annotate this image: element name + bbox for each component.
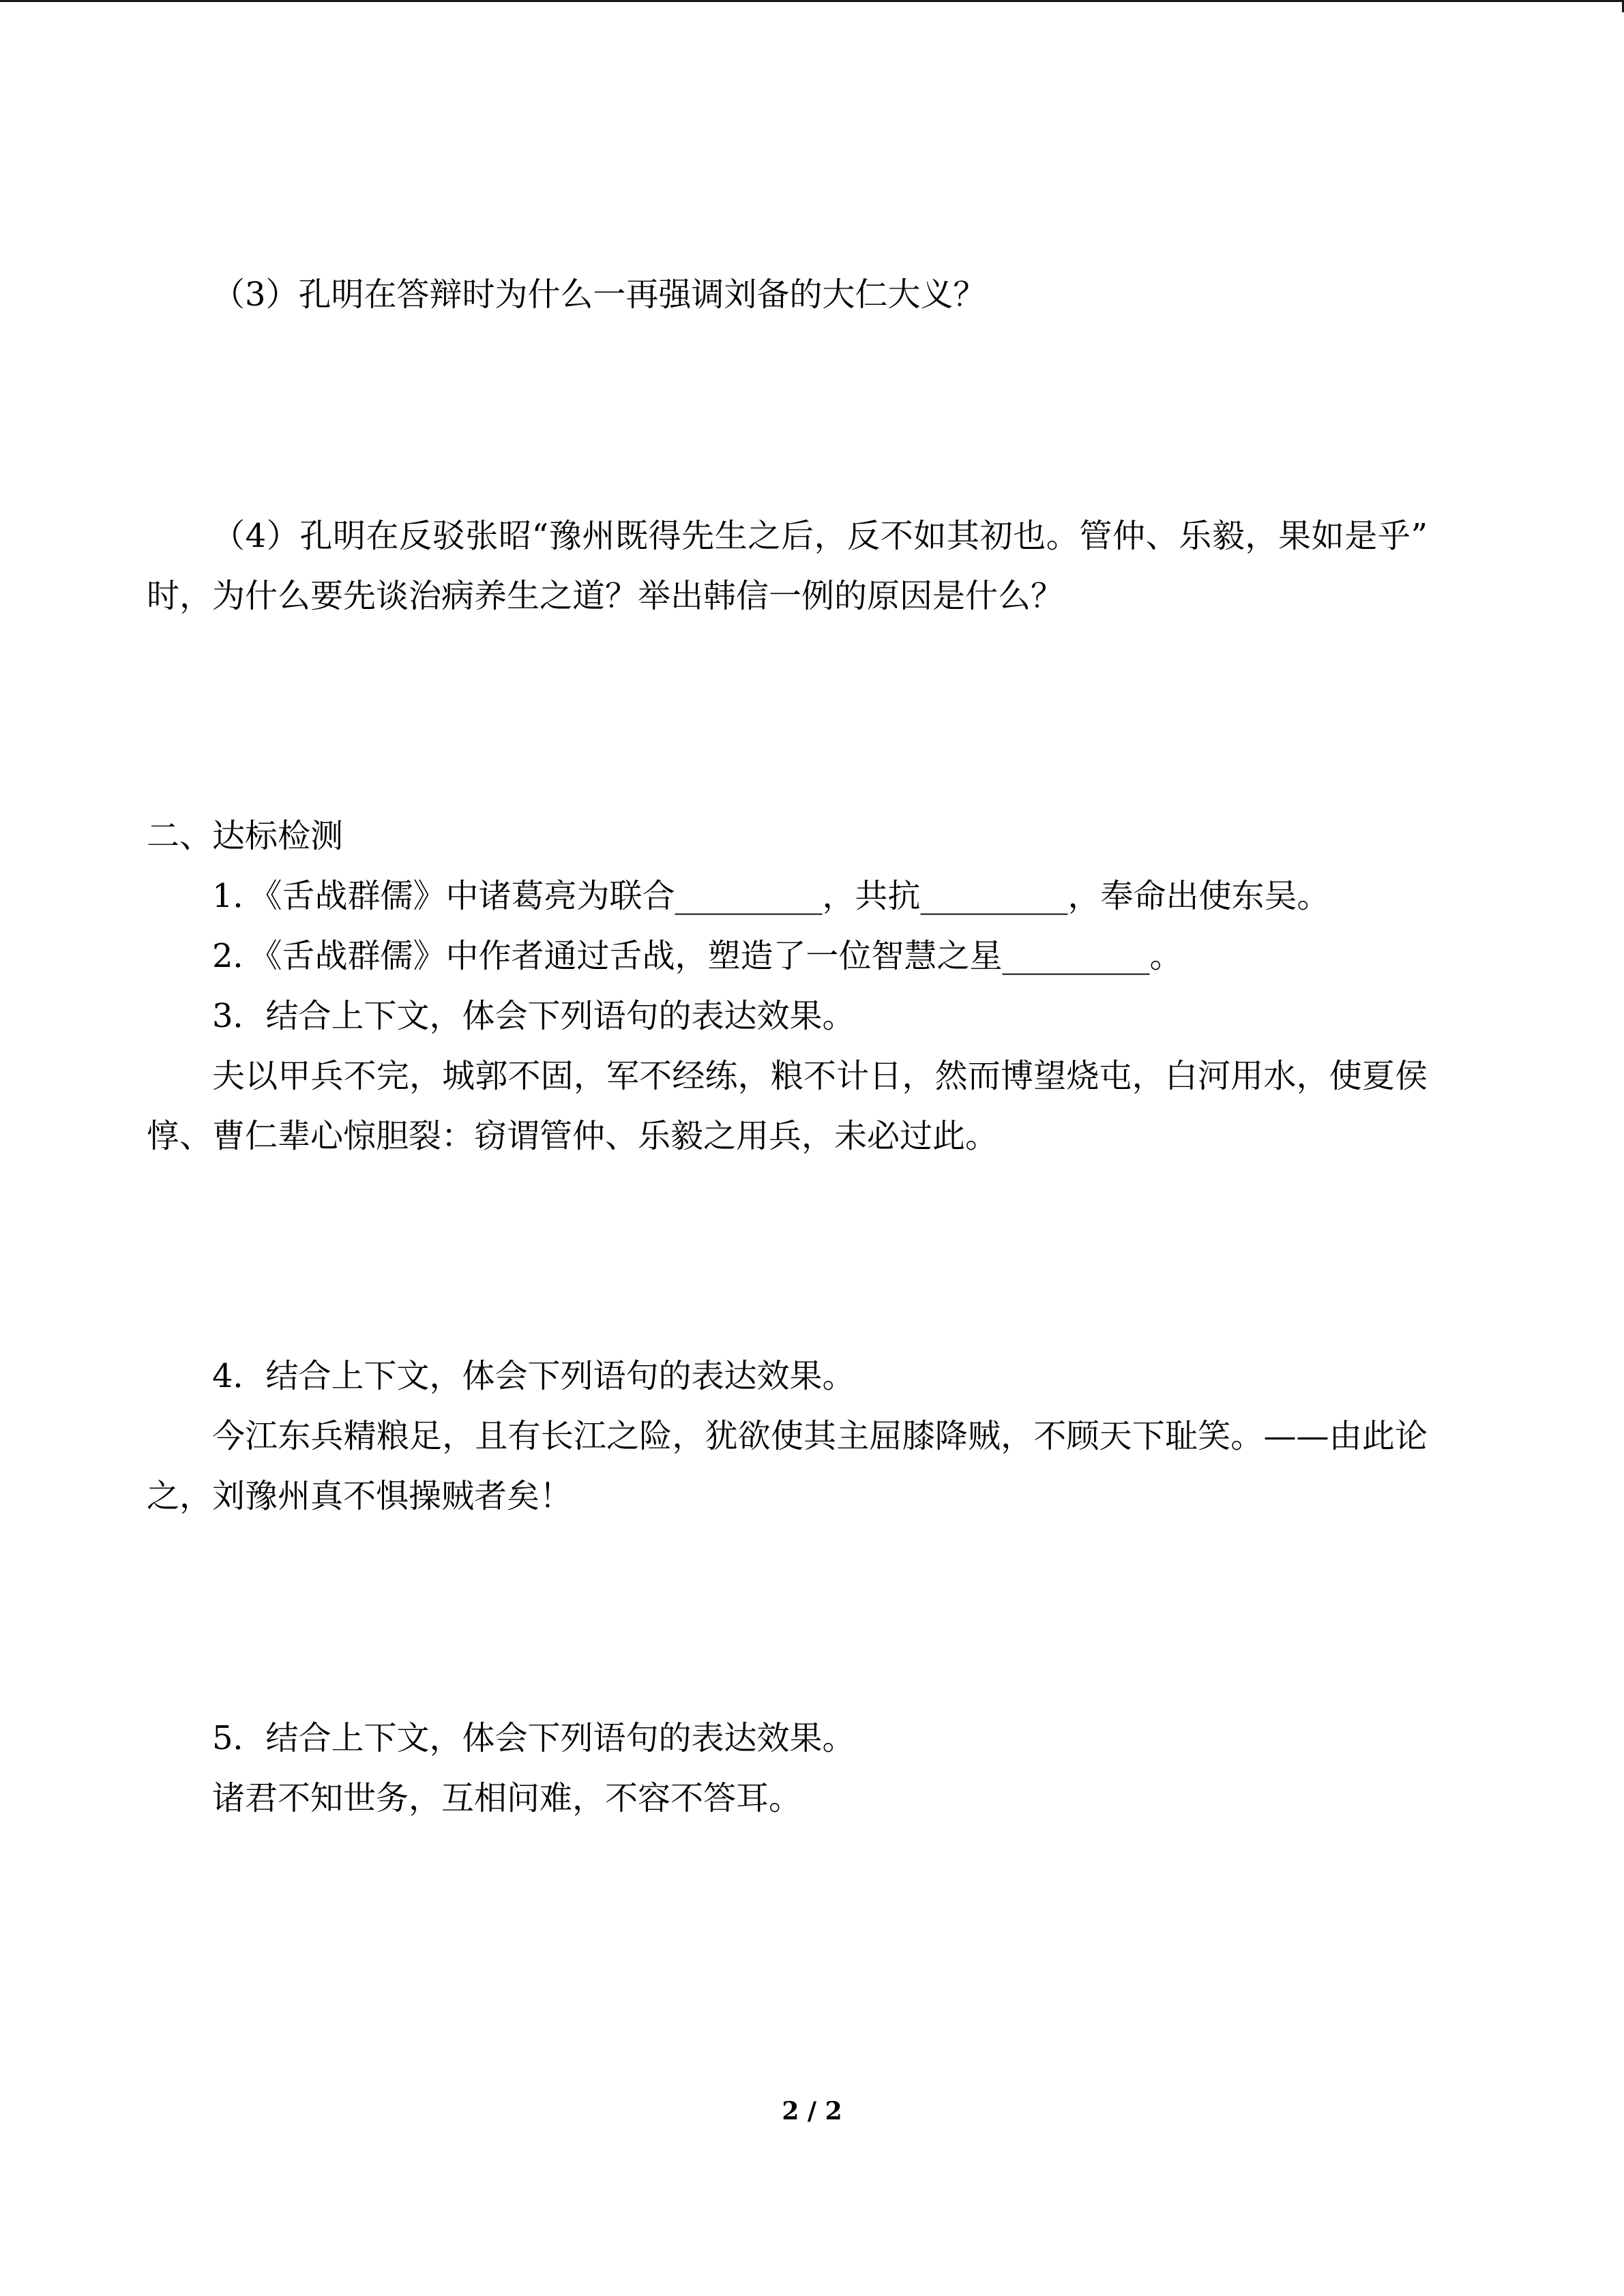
fill-blank-item-1: 1．《舌战群儒》中诸葛亮为联合_________，共抗_________，奉命出使东吴。 xyxy=(212,877,1330,915)
item-3-quote-line: 惇、曹仁辈心惊胆裂：窃谓管仲、乐毅之用兵，未必过此。 xyxy=(147,1117,999,1155)
section-da-biao-jian-ce xyxy=(147,806,1428,1166)
question-line: （4）孔明在反驳张昭“豫州既得先生之后，反不如其初也。管仲、乐毅，果如是乎” xyxy=(212,517,1428,555)
item-3-prompt: 3．结合上下文，体会下列语句的表达效果。 xyxy=(212,997,855,1035)
part1-question-4 xyxy=(147,506,1428,626)
page-number: 2 / 2 xyxy=(782,2097,842,2126)
question-line: 时，为什么要先谈治病养生之道？举出韩信一例的原因是什么？ xyxy=(147,577,1064,615)
item-5-quote-line: 诸君不知世务，互相问难，不容不答耳。 xyxy=(212,1779,802,1817)
section-heading: 二、达标检测 xyxy=(147,817,344,855)
item-4-prompt: 4．结合上下文，体会下列语句的表达效果。 xyxy=(212,1357,855,1395)
item-4-quote-line: 之，刘豫州真不惧操贼者矣！ xyxy=(147,1477,573,1515)
question-line: （3）孔明在答辩时为什么一再强调刘备的大仁大义？ xyxy=(212,275,986,314)
fill-blank-item-2: 2．《舌战群儒》中作者通过舌战，塑造了一位智慧之星_________。 xyxy=(212,937,1183,975)
item-5-prompt: 5．结合上下文，体会下列语句的表达效果。 xyxy=(212,1719,855,1757)
page-top-border xyxy=(0,0,1624,2)
item-4 xyxy=(147,1346,1428,1526)
item-5 xyxy=(147,1708,1428,1828)
item-4-quote-line: 今江东兵精粮足，且有长江之险，犹欲使其主屈膝降贼，不顾天下耻笑。——由此论 xyxy=(212,1417,1428,1455)
part1-question-3 xyxy=(147,265,1428,325)
item-3-quote-line: 夫以甲兵不完，城郭不固，军不经练，粮不计日，然而博望烧屯，白河用水，使夏侯 xyxy=(212,1057,1428,1095)
